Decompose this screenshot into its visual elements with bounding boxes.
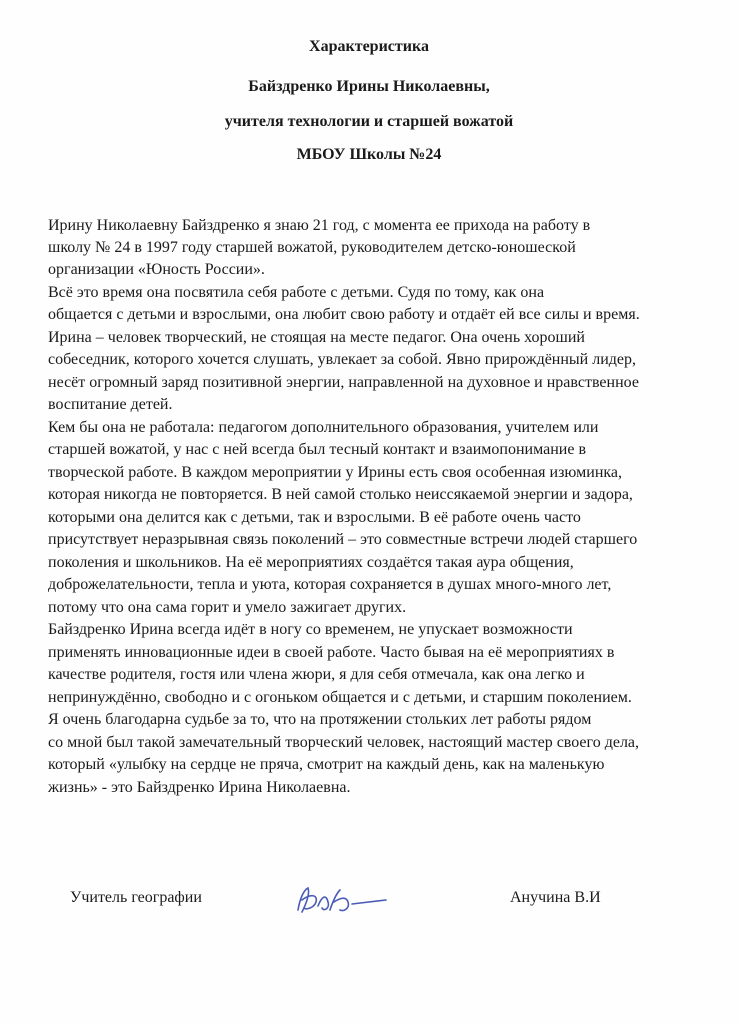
body-line: поколения и школьников. На её мероприятиях создаётся такая аура общения, (48, 554, 574, 571)
subject-position: учителя технологии и старшей вожатой (224, 113, 514, 130)
body-line: со мной был такой замечательный творческий человек, настоящий мастер своего дела, (48, 734, 640, 751)
body-line: Байздренко Ирина всегда идёт в ногу со временем, не упускает возможности (48, 621, 573, 638)
body-line: Ирину Николаевну Байздренко я знаю 21 год, с момента ее прихода на работу в (48, 217, 591, 234)
body-line: несёт огромный заряд позитивной энергии, направленной на духовное и нравственное (48, 374, 639, 391)
body-line: творческой работе. В каждом мероприятии у Ирины есть своя особенная изюминка, (48, 464, 623, 481)
body-line: Всё это время она посвятила себя работе с детьми. Судя по тому, как она (48, 284, 545, 301)
body-line: Ирина – человек творческий, не стоящая на месте педагог. Она очень хороший (48, 329, 585, 346)
body-line: непринуждённо, свободно и с огоньком общается и с детьми, и старшим поколением. (48, 689, 632, 706)
body-line: доброжелательности, тепла и уюта, которая сохраняется в душах много-много лет, (48, 576, 612, 593)
body-line: собеседник, которого хочется слушать, увлекает за собой. Явно прирождённый лидер, (48, 351, 637, 368)
signer-position: Учитель географии (70, 889, 202, 906)
body-line: которая никогда не повторяется. В ней самой столько неиссякаемой энергии и задора, (48, 486, 633, 503)
body-line: общается с детьми и взрослыми, она любит свою работу и отдаёт ей все силы и время. (48, 306, 640, 323)
body-line: воспитание детей. (48, 396, 173, 413)
body-line: применять инновационные идеи в своей работе. Часто бывая на её мероприятиях в (48, 644, 615, 661)
document-title: Характеристика (309, 38, 429, 55)
body-line: старшей вожатой, у нас с ней всегда был тесный контакт и взаимопонимание в (48, 441, 586, 458)
body-line: жизнь» - это Байздренко Ирина Николаевна. (48, 779, 351, 796)
body-line: организации «Юность России». (48, 261, 265, 278)
signer-name: Анучина В.И (510, 889, 601, 906)
body-line: школу № 24 в 1997 году старшей вожатой, руководителем детско-юношеской (48, 239, 576, 256)
body-line: Я очень благодарна судьбе за то, что на протяжении стольких лет работы рядом (48, 711, 592, 728)
handwritten-signature-icon (290, 880, 400, 920)
body-line: качестве родителя, гостя или члена жюри, я для себя отмечала, как она легко и (48, 666, 585, 683)
body-line: которыми она делится как с детьми, так и взрослыми. В её работе очень часто (48, 509, 581, 526)
school-name: МБОУ Школы №24 (296, 146, 442, 163)
subject-name: Байздренко Ирины Николаевны, (248, 78, 490, 95)
body-line: Кем бы она не работала: педагогом дополнительного образования, учителем или (48, 419, 599, 436)
body-line: потому что она сама горит и умело зажигает других. (48, 599, 407, 616)
body-line: который «улыбку на сердце не пряча, смотрит на каждый день, как на маленькую (48, 756, 605, 773)
body-line: присутствует неразрывная связь поколений – это совместные встречи людей старшего (48, 531, 638, 548)
